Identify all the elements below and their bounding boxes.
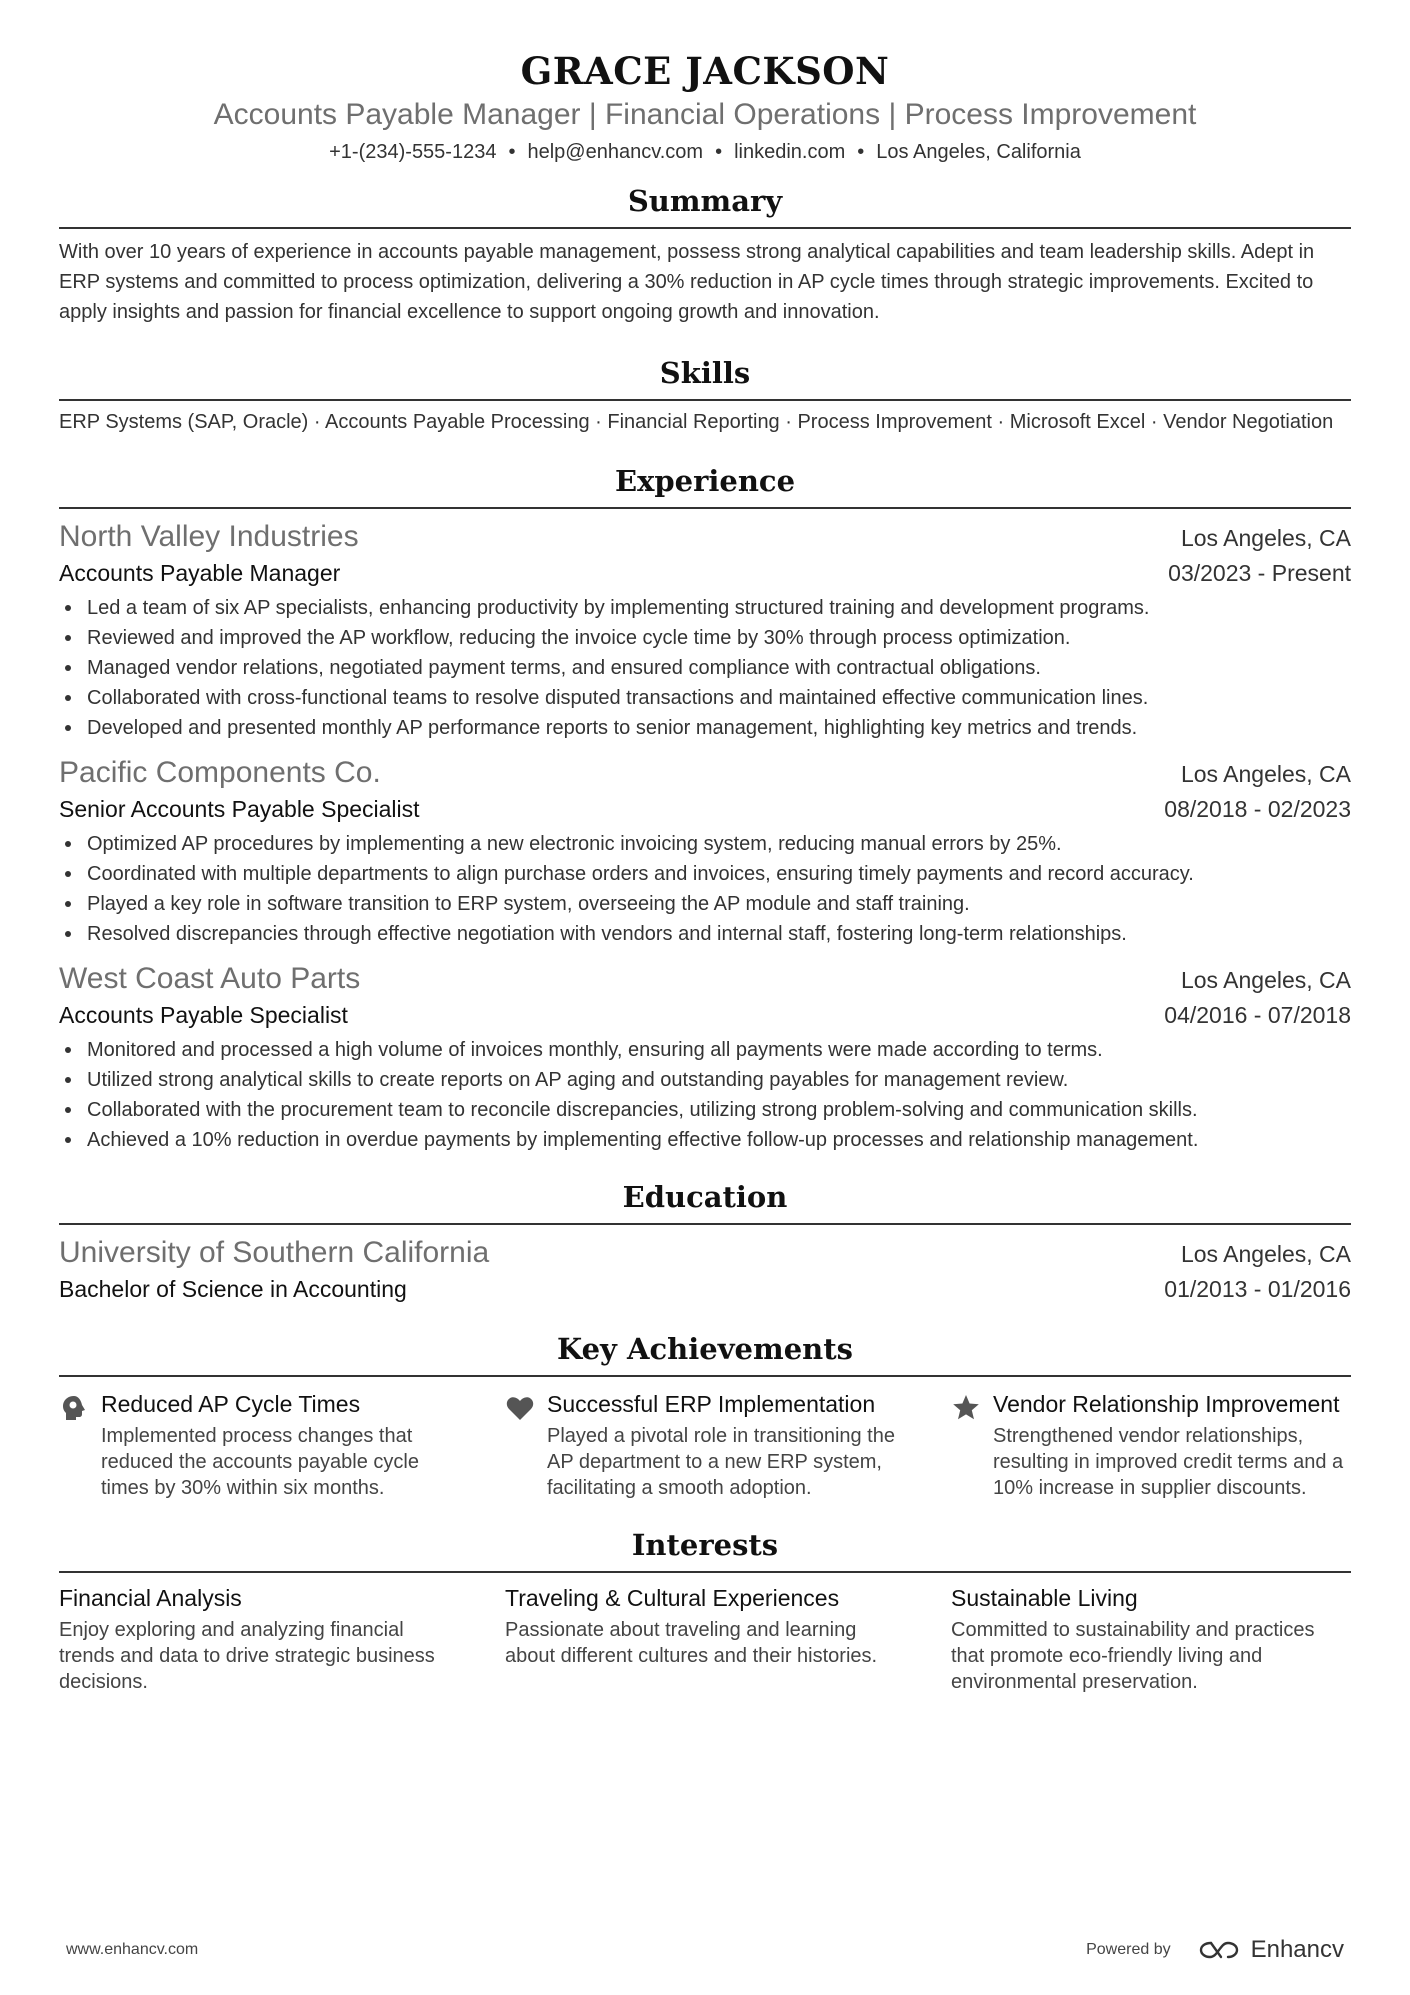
job-entry	[59, 517, 1351, 743]
school-location: Los Angeles, CA	[1180, 1241, 1351, 1267]
contact-email[interactable]: help@enhancv.com	[527, 141, 704, 163]
job-bullet: Played a key role in software transition to ERP system, overseeing the AP module and staff training.	[59, 889, 1351, 919]
job-role: Accounts Payable Specialist	[59, 1002, 348, 1028]
achievement-item	[505, 1389, 905, 1501]
job-bullet: Utilized strong analytical skills to create reports on AP aging and outstanding payables for management review.	[59, 1065, 1351, 1095]
education-section	[59, 1177, 1351, 1305]
section-divider	[59, 399, 1351, 401]
heart-icon	[505, 1393, 535, 1423]
job-location: Los Angeles, CA	[1180, 761, 1351, 787]
achievement-description: Implemented process changes that reduced the accounts payable cycle times by 30% within six months.	[101, 1425, 419, 1499]
school-name: University of Southern California	[59, 1236, 490, 1269]
achievement-item	[951, 1389, 1351, 1501]
star-icon	[951, 1393, 981, 1423]
separator-dot: •	[508, 141, 516, 163]
job-dates: 08/2018 - 02/2023	[1164, 796, 1351, 822]
skills-list: ERP Systems (SAP, Oracle) · Accounts Payable Processing · Financial Reporting · Process Improvement · Microsoft Excel · Vendor Negotiation	[59, 411, 1334, 433]
job-bullet: Managed vendor relations, negotiated payment terms, and ensured compliance with contractual obligations.	[59, 653, 1351, 683]
section-divider	[59, 1571, 1351, 1573]
job-bullet: Led a team of six AP specialists, enhancing productivity by implementing structured training and development programs.	[59, 593, 1351, 623]
achievement-description: Strengthened vendor relationships, resulting in improved credit terms and a 10% increase in supplier discounts.	[993, 1425, 1344, 1499]
section-heading: Skills	[659, 356, 751, 390]
degree-name: Bachelor of Science in Accounting	[59, 1276, 407, 1302]
head-icon	[59, 1393, 89, 1423]
interest-description: Committed to sustainability and practices that promote eco-friendly living and environmental preservation.	[951, 1619, 1315, 1693]
job-entry	[59, 753, 1351, 949]
candidate-name: GRACE JACKSON	[520, 49, 890, 93]
enhancv-logo-icon	[1197, 1939, 1241, 1961]
powered-by-label: Powered by	[1086, 1941, 1171, 1958]
enhancv-logo[interactable]	[1197, 1936, 1344, 1964]
section-heading: Summary	[627, 184, 783, 218]
job-bullet: Optimized AP procedures by implementing a new electronic invoicing system, reducing manual errors by 25%.	[59, 829, 1351, 859]
section-divider	[59, 1223, 1351, 1225]
job-location: Los Angeles, CA	[1180, 967, 1351, 993]
achievement-title: Reduced AP Cycle Times	[101, 1391, 361, 1417]
job-location: Los Angeles, CA	[1180, 525, 1351, 551]
job-bullet: Reviewed and improved the AP workflow, reducing the invoice cycle time by 30% through process optimization.	[59, 623, 1351, 653]
interest-description: Passionate about traveling and learning about different cultures and their histories.	[505, 1619, 878, 1667]
interest-item	[59, 1581, 459, 1695]
interest-item	[505, 1581, 905, 1695]
job-dates: 03/2023 - Present	[1168, 560, 1351, 586]
achievement-description: Played a pivotal role in transitioning the AP department to a new ERP system, facilitating a smooth adoption.	[547, 1425, 895, 1499]
job-entry	[59, 959, 1351, 1155]
education-dates: 01/2013 - 01/2016	[1164, 1276, 1351, 1302]
job-bullet: Monitored and processed a high volume of invoices monthly, ensuring all payments were made according to terms.	[59, 1035, 1351, 1065]
section-heading: Key Achievements	[557, 1332, 853, 1366]
interest-title: Sustainable Living	[951, 1585, 1138, 1611]
job-dates: 04/2016 - 07/2018	[1164, 1002, 1351, 1028]
interests-section	[59, 1525, 1351, 1695]
skills-section	[59, 353, 1351, 435]
footer-website-link[interactable]: www.enhancv.com	[66, 1941, 199, 1958]
achievement-title: Vendor Relationship Improvement	[993, 1391, 1340, 1417]
section-divider	[59, 1375, 1351, 1377]
job-bullet: Collaborated with cross-functional teams to resolve disputed transactions and maintained effective communication lines.	[59, 683, 1351, 713]
achievement-title: Successful ERP Implementation	[547, 1391, 876, 1417]
contact-location: Los Angeles, California	[876, 141, 1081, 163]
section-heading: Experience	[614, 464, 796, 498]
achievement-item	[59, 1389, 459, 1501]
separator-dot: •	[857, 141, 865, 163]
contact-line	[59, 137, 1351, 167]
section-divider	[59, 507, 1351, 509]
interest-title: Traveling & Cultural Experiences	[505, 1585, 840, 1611]
enhancv-brand-name: Enhancv	[1250, 1936, 1344, 1963]
resume-page	[59, 45, 1351, 1695]
section-divider	[59, 227, 1351, 229]
section-heading: Interests	[631, 1528, 779, 1562]
job-bullet: Collaborated with the procurement team to reconcile discrepancies, utilizing strong problem-solving and communication skills.	[59, 1095, 1351, 1125]
experience-section	[59, 461, 1351, 1155]
candidate-title: Accounts Payable Manager | Financial Operations | Process Improvement	[213, 98, 1197, 131]
company-name: West Coast Auto Parts	[59, 962, 361, 995]
page-footer	[66, 1936, 1344, 1964]
job-bullet: Resolved discrepancies through effective negotiation with vendors and internal staff, fostering long-term relationships.	[59, 919, 1351, 949]
job-bullet: Achieved a 10% reduction in overdue payments by implementing effective follow-up processes and relationship management.	[59, 1125, 1351, 1155]
company-name: Pacific Components Co.	[59, 756, 381, 789]
job-role: Accounts Payable Manager	[59, 560, 341, 586]
job-role: Senior Accounts Payable Specialist	[59, 796, 420, 822]
company-name: North Valley Industries	[59, 520, 359, 553]
contact-linkedin[interactable]: linkedin.com	[734, 141, 846, 163]
powered-by	[1086, 1936, 1344, 1964]
job-bullets	[59, 829, 1351, 949]
job-bullet: Developed and presented monthly AP performance reports to senior management, highlighting key metrics and trends.	[59, 713, 1351, 743]
interest-item	[951, 1581, 1351, 1695]
interest-description: Enjoy exploring and analyzing financial trends and data to drive strategic business decisions.	[59, 1619, 435, 1693]
interest-title: Financial Analysis	[59, 1585, 242, 1611]
job-bullets	[59, 593, 1351, 743]
achievements-section	[59, 1329, 1351, 1501]
summary-section	[59, 181, 1351, 327]
contact-phone: +1-(234)-555-1234	[329, 141, 497, 163]
section-heading: Education	[622, 1180, 788, 1214]
job-bullet: Coordinated with multiple departments to align purchase orders and invoices, ensuring timely payments and record accuracy.	[59, 859, 1351, 889]
separator-dot: •	[715, 141, 723, 163]
summary-text: With over 10 years of experience in accounts payable management, possess strong analytical capabilities and team leadership skills. Adept in ERP systems and committed to process optimization, delivering a 30% reduction in AP cycle times through strategic improvements. Excited to apply insights and passion for financial excellence to support ongoing growth and innovation.	[59, 241, 1315, 323]
job-bullets	[59, 1035, 1351, 1155]
resume-header	[59, 45, 1351, 167]
